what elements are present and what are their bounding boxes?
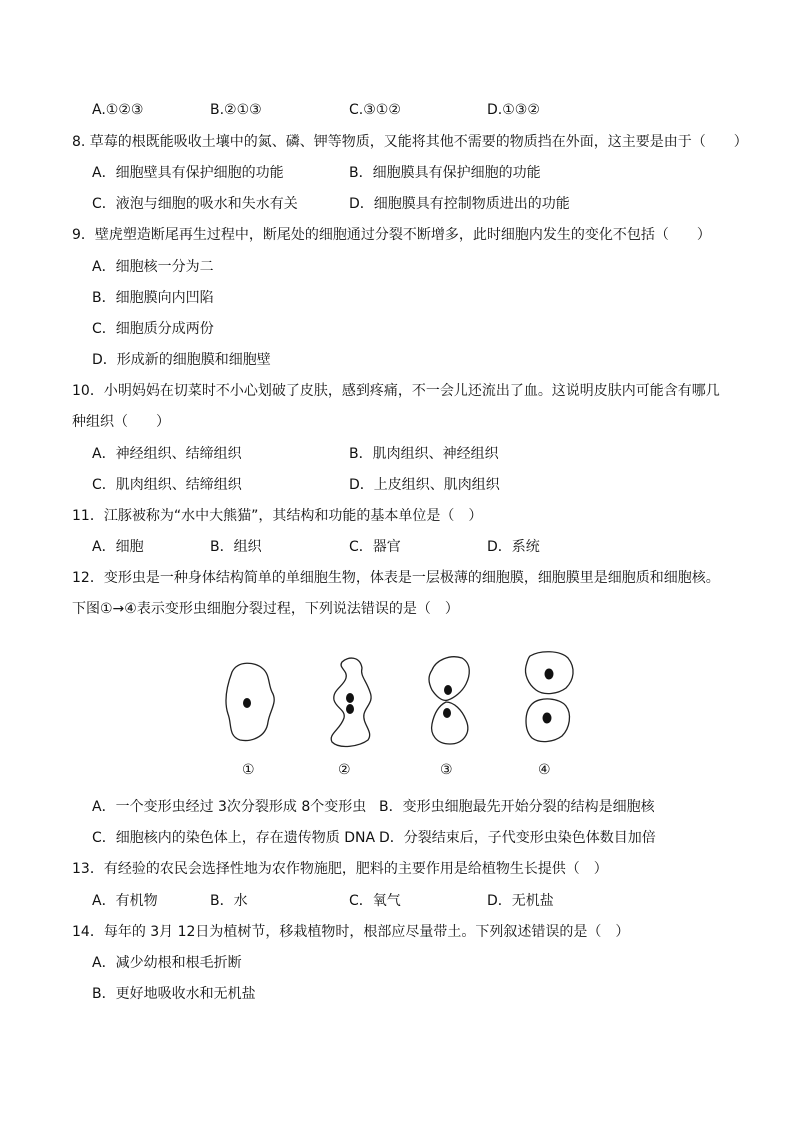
q9-option-a: A．细胞核一分为二 xyxy=(92,259,214,275)
q12-option-a: A．一个变形虫经过 3次分裂形成 8个变形虫 xyxy=(92,799,367,815)
nucleus-stage-2-bottom xyxy=(346,704,354,714)
nucleus-stage-4-top xyxy=(545,669,554,680)
q14-option-b: B．更好地吸收水和无机盐 xyxy=(92,986,256,1002)
q11-option-a: A．细胞 xyxy=(92,539,144,555)
q10-option-b: B．肌肉组织、神经组织 xyxy=(349,446,499,462)
nucleus-stage-1 xyxy=(243,698,251,708)
amoeba-division-drawing xyxy=(210,640,580,750)
q9-option-c: C．细胞质分成两份 xyxy=(92,321,214,337)
nucleus-stage-3-bottom xyxy=(443,708,451,718)
q13-option-d: D．无机盐 xyxy=(487,893,554,909)
q14-option-a: A．减少幼根和根毛折断 xyxy=(92,955,242,971)
q12-option-d: D．分裂结束后，子代变形虫染色体数目加倍 xyxy=(379,830,656,846)
q8-option-b: B．细胞膜具有保护细胞的功能 xyxy=(349,165,541,181)
q12-stem-line1: 12．变形虫是一种身体结构简单的单细胞生物，体表是一层极薄的细胞膜，细胞膜里是细胞质和细胞核。 xyxy=(72,570,720,586)
q12-option-c: C．细胞核内的染色体上，存在遗传物质 DNA xyxy=(92,830,376,846)
q11-option-d: D．系统 xyxy=(487,539,540,555)
q13-option-a: A．有机物 xyxy=(92,893,158,909)
q12-stem-line2: 下图①→④表示变形虫细胞分裂过程，下列说法错误的是（ ） xyxy=(72,601,459,617)
nucleus-stage-3-top xyxy=(444,685,452,695)
q10-option-c: C．肌肉组织、结缔组织 xyxy=(92,477,242,493)
q11-option-c: C．器官 xyxy=(349,539,401,555)
q8-option-c: C．液泡与细胞的吸水和失水有关 xyxy=(92,196,298,212)
q10-option-a: A．神经组织、结缔组织 xyxy=(92,446,242,462)
nucleus-stage-2-top xyxy=(346,693,354,703)
q8-option-d: D．细胞膜具有控制物质进出的功能 xyxy=(349,196,570,212)
q10-stem-line1: 10．小明妈妈在切菜时不小心划破了皮肤，感到疼痛，不一会儿还流出了血。这说明皮肤内可能含有哪几 xyxy=(72,383,720,399)
q8-stem: 8. 草莓的根既能吸收土壤中的氮、磷、钾等物质，又能将其他不需要的物质挡在外面，这主要是由于（ ） xyxy=(72,134,748,150)
q13-stem: 13．有经验的农民会选择性地为农作物施肥，肥料的主要作用是给植物生长提供（ ） xyxy=(72,861,608,877)
q11-option-b: B．组织 xyxy=(210,539,262,555)
q9-option-b: B．细胞膜向内凹陷 xyxy=(92,290,214,306)
q7-option-c: C.③①② xyxy=(349,102,401,118)
figure-label-4: ④ xyxy=(538,762,551,778)
q8-option-a: A．细胞壁具有保护细胞的功能 xyxy=(92,165,284,181)
figure-label-3: ③ xyxy=(440,762,453,778)
figure-label-2: ② xyxy=(338,762,351,778)
q7-option-d: D.①③② xyxy=(487,102,540,118)
q14-stem: 14．每年的 3月 12日为植树节，移栽植物时，根部应尽量带土。下列叙述错误的是（ ） xyxy=(72,924,630,940)
q10-stem-line2: 种组织（ ） xyxy=(72,414,170,430)
amoeba-division-figure xyxy=(210,640,580,785)
q12-option-b: B．变形虫细胞最先开始分裂的结构是细胞核 xyxy=(379,799,655,815)
nucleus-stage-4-bottom xyxy=(543,713,552,724)
q9-stem: 9．壁虎塑造断尾再生过程中，断尾处的细胞通过分裂不断增多，此时细胞内发生的变化不包括（ ） xyxy=(72,227,711,243)
amoeba-stage-3-bottom xyxy=(432,702,468,744)
q13-option-b: B．水 xyxy=(210,893,248,909)
q13-option-c: C．氧气 xyxy=(349,893,401,909)
q7-option-a: A.①②③ xyxy=(92,102,144,118)
q11-stem: 11．江豚被称为“水中大熊猫”，其结构和功能的基本单位是（ ） xyxy=(72,508,483,524)
q9-option-d: D．形成新的细胞膜和细胞壁 xyxy=(92,352,271,368)
q7-option-b: B.②①③ xyxy=(210,102,262,118)
figure-label-1: ① xyxy=(242,762,255,778)
q10-option-d: D．上皮组织、肌肉组织 xyxy=(349,477,500,493)
